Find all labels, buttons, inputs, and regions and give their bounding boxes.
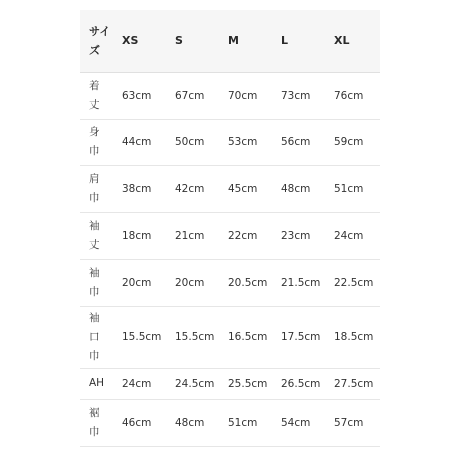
cell-value: 25.5cm xyxy=(226,368,279,399)
row-label xyxy=(80,119,120,165)
table-row xyxy=(80,306,380,368)
cell-value: 70cm xyxy=(226,72,279,119)
table-header-row xyxy=(80,10,380,72)
cell-value: 15.5cm xyxy=(173,306,226,368)
cell-value: 17.5cm xyxy=(279,306,332,368)
cell-value: 18.5cm xyxy=(332,306,380,368)
row-label xyxy=(80,212,120,259)
header-size-xl: XL xyxy=(332,10,380,72)
cell-value: 24.5cm xyxy=(173,368,226,399)
cell-value: 46cm xyxy=(120,399,173,446)
label-line: 裾 xyxy=(89,406,100,419)
label-line: 巾 xyxy=(89,349,100,362)
label-line: 丈 xyxy=(89,98,100,111)
cell-value: 38cm xyxy=(120,165,173,212)
header-size-xs: XS xyxy=(120,10,173,72)
header-size-s: S xyxy=(173,10,226,72)
cell-value: 22.5cm xyxy=(332,259,380,306)
row-label xyxy=(80,368,120,399)
cell-value: 54cm xyxy=(279,399,332,446)
table-row xyxy=(80,72,380,119)
cell-value: 15.5cm xyxy=(120,306,173,368)
cell-value: 16.5cm xyxy=(226,306,279,368)
cell-value: 44cm xyxy=(120,119,173,165)
table-row xyxy=(80,212,380,259)
label-line: 袖 xyxy=(89,266,100,279)
cell-value: 27.5cm xyxy=(332,368,380,399)
label-line: AH xyxy=(89,377,105,389)
label-line: ズ xyxy=(89,43,100,57)
cell-value: 50cm xyxy=(173,119,226,165)
cell-value: 24cm xyxy=(332,212,380,259)
label-line: 巾 xyxy=(89,145,100,157)
cell-value: 18cm xyxy=(120,212,173,259)
cell-value: 51cm xyxy=(332,165,380,212)
row-label xyxy=(80,259,120,306)
row-label xyxy=(80,72,120,119)
table-row xyxy=(80,399,380,446)
cell-value: 21cm xyxy=(173,212,226,259)
row-label xyxy=(80,165,120,212)
cell-value: 59cm xyxy=(332,119,380,165)
table-row xyxy=(80,119,380,165)
cell-value: 57cm xyxy=(332,399,380,446)
label-line: 丈 xyxy=(89,238,100,251)
label-line: 袖 xyxy=(89,219,100,232)
cell-value: 45cm xyxy=(226,165,279,212)
cell-value: 51cm xyxy=(226,399,279,446)
label-line: 身 xyxy=(89,126,100,138)
header-size-l: L xyxy=(279,10,332,72)
label-line: 肩 xyxy=(89,172,100,185)
cell-value: 63cm xyxy=(120,72,173,119)
cell-value: 20.5cm xyxy=(226,259,279,306)
label-line: サイ xyxy=(89,24,111,38)
cell-value: 20cm xyxy=(120,259,173,306)
label-line: 口 xyxy=(89,330,100,343)
cell-value: 23cm xyxy=(279,212,332,259)
cell-value: 20cm xyxy=(173,259,226,306)
label-line: 巾 xyxy=(89,285,100,298)
cell-value: 42cm xyxy=(173,165,226,212)
table-row xyxy=(80,165,380,212)
header-size-m: M xyxy=(226,10,279,72)
cell-value: 48cm xyxy=(173,399,226,446)
label-line: 着 xyxy=(89,79,100,92)
cell-value: 48cm xyxy=(279,165,332,212)
row-label xyxy=(80,399,120,446)
table-row xyxy=(80,368,380,399)
cell-value: 24cm xyxy=(120,368,173,399)
label-line: 巾 xyxy=(89,425,100,438)
table-row xyxy=(80,259,380,306)
cell-value: 67cm xyxy=(173,72,226,119)
row-label xyxy=(80,306,120,368)
cell-value: 56cm xyxy=(279,119,332,165)
label-line: 巾 xyxy=(89,191,100,204)
label-line: 袖 xyxy=(89,311,100,324)
cell-value: 26.5cm xyxy=(279,368,332,399)
cell-value: 22cm xyxy=(226,212,279,259)
header-size-label xyxy=(80,10,120,72)
cell-value: 21.5cm xyxy=(279,259,332,306)
size-chart-table xyxy=(80,10,380,447)
cell-value: 76cm xyxy=(332,72,380,119)
cell-value: 73cm xyxy=(279,72,332,119)
cell-value: 53cm xyxy=(226,119,279,165)
